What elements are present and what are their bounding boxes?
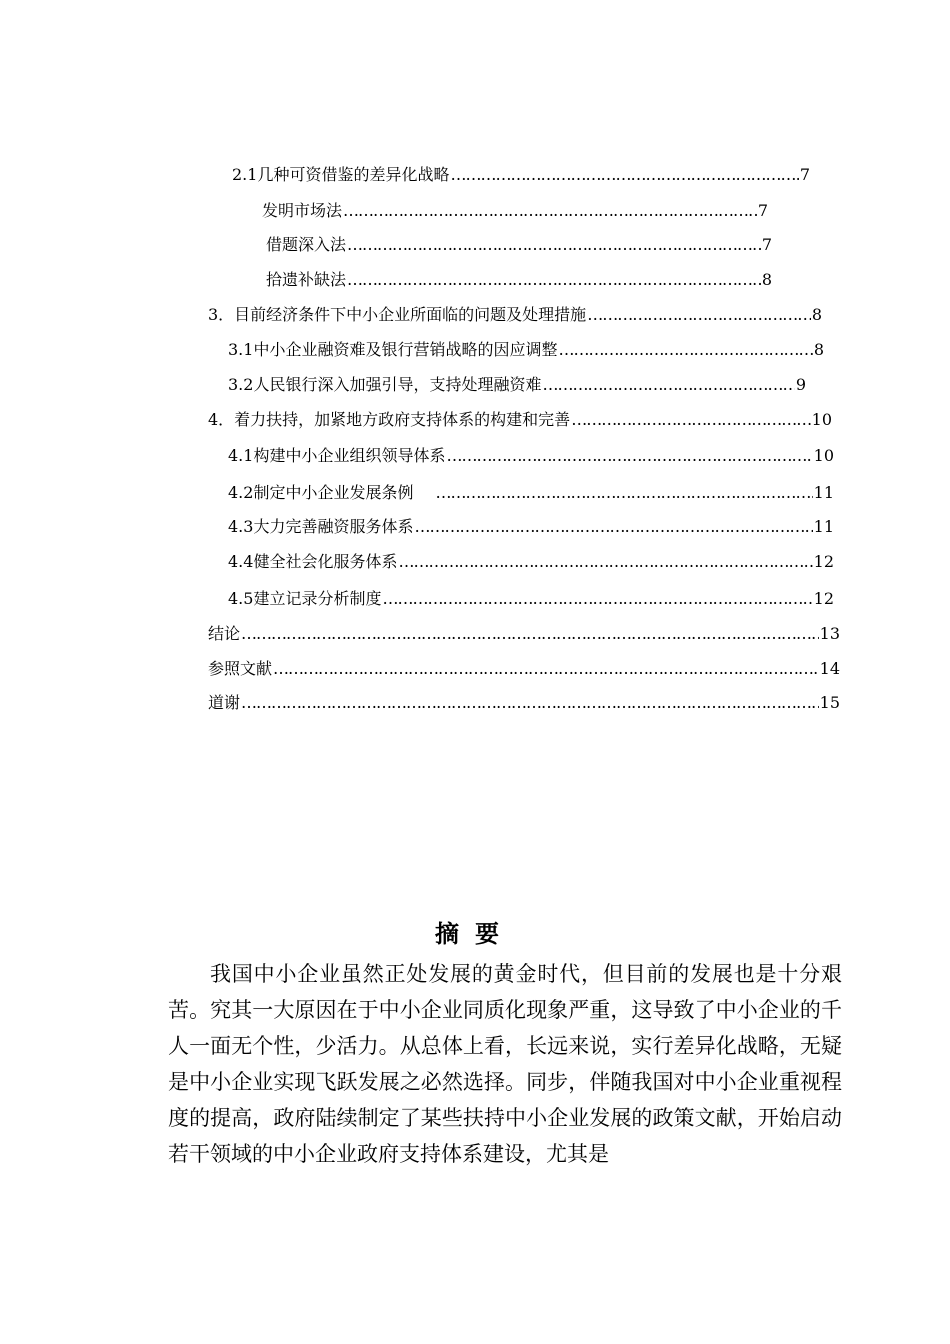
- toc-leader-dots: [542, 374, 794, 396]
- toc-entry[interactable]: [228, 543, 834, 573]
- toc-entry[interactable]: [208, 401, 832, 431]
- toc-entry-page: 13: [819, 624, 840, 643]
- toc-leader-dots: [241, 692, 819, 714]
- toc-entry-page: 10: [811, 410, 832, 429]
- toc-entry[interactable]: [228, 508, 834, 538]
- toc-entry-title: 4.4健全社会化服务体系: [228, 552, 398, 571]
- abstract-paragraph: 我国中小企业虽然正处发展的黄金时代，但目前的发展也是十分艰苦。究其一大原因在于中小企业同质化现象严重，这导致了中小企业的千人一面无个性，少活力。从总体上看，长远来说，实行差异化战略，无疑是中小企业实现飞跃发展之必然选择。同步，伴随我国对中小企业重视程度的提高，政府陆续制定了某些扶持中小企业发展的政策文献，开始启动若干领域的中小企业政府支持体系建设，尤其是: [168, 962, 842, 1166]
- toc-entry-title: 2.1几种可资借鉴的差异化战略: [232, 165, 450, 184]
- toc-entry-title: 借题深入法: [266, 235, 347, 254]
- toc-leader-dots: [435, 482, 812, 504]
- toc-entry-page: 8: [813, 340, 824, 359]
- toc-entry[interactable]: [208, 684, 840, 714]
- toc-entry-title: 参照文献: [208, 659, 273, 678]
- toc-leader-dots: [450, 164, 798, 186]
- toc-entry[interactable]: [266, 226, 772, 256]
- abstract-body: [168, 956, 842, 1172]
- toc-entry[interactable]: [228, 437, 834, 467]
- toc-leader-dots: [343, 200, 757, 222]
- toc-entry[interactable]: [228, 366, 806, 396]
- toc-leader-dots: [347, 269, 761, 291]
- toc-entry-title: 4.2制定中小企业发展条例: [228, 483, 414, 502]
- toc-entry-title: 拾遗补缺法: [266, 270, 347, 289]
- toc-entry-page: 7: [799, 165, 810, 184]
- toc-leader-dots: [273, 658, 819, 680]
- toc-entry-title: 发明市场法: [262, 201, 343, 220]
- toc-entry-title: 4.3大力完善融资服务体系: [228, 517, 414, 536]
- toc-entry-page: 8: [811, 305, 822, 324]
- toc-entry-title: 4.1构建中小企业组织领导体系: [228, 446, 446, 465]
- toc-entry[interactable]: [232, 156, 810, 186]
- toc-leader-dots: [241, 623, 819, 645]
- toc-leader-dots: [558, 339, 812, 361]
- toc-leader-dots: [571, 409, 810, 431]
- toc-entry[interactable]: [208, 296, 822, 326]
- toc-leader-dots: [446, 445, 812, 467]
- toc-leader-dots: [398, 551, 812, 573]
- toc-entry-page: 7: [757, 201, 768, 220]
- toc-entry-page: 7: [761, 235, 772, 254]
- toc-entry[interactable]: [228, 331, 824, 361]
- toc-entry[interactable]: [208, 650, 840, 680]
- toc-entry-title: 3．目前经济条件下中小企业所面临的问题及处理措施: [208, 305, 587, 324]
- toc-leader-dots: [347, 234, 761, 256]
- toc-entry-page: 11: [813, 517, 834, 536]
- toc-entry-page: 15: [819, 693, 840, 712]
- toc-entry-page: 9: [795, 375, 806, 394]
- toc-entry-page: 12: [813, 552, 834, 571]
- toc-leader-dots: [382, 588, 812, 610]
- toc-leader-dots: [587, 304, 811, 326]
- toc-entry-page: 11: [813, 483, 834, 502]
- toc-entry[interactable]: [228, 474, 834, 504]
- abstract-heading: 摘要: [435, 919, 515, 948]
- toc-entry-page: 12: [813, 589, 834, 608]
- toc-entry-title: 4.5建立记录分析制度: [228, 589, 382, 608]
- toc-entry[interactable]: [208, 615, 840, 645]
- toc-entry[interactable]: [228, 580, 834, 610]
- toc-entry-title: 4．着力扶持，加紧地方政府支持体系的构建和完善: [208, 410, 571, 429]
- toc-entry-title: 3.2人民银行深入加强引导，支持处理融资难: [228, 375, 542, 394]
- toc-entry-page: 10: [813, 446, 834, 465]
- toc-entry-page: 8: [761, 270, 772, 289]
- toc-entry-title: 3.1中小企业融资难及银行营销战略的因应调整: [228, 340, 558, 359]
- toc-entry[interactable]: [266, 261, 772, 291]
- toc-leader-dots: [414, 516, 812, 538]
- toc-entry-page: 14: [819, 659, 840, 678]
- toc-entry[interactable]: [262, 192, 768, 222]
- toc-entry-title: 结论: [208, 624, 241, 643]
- toc-entry-title: 道谢: [208, 693, 241, 712]
